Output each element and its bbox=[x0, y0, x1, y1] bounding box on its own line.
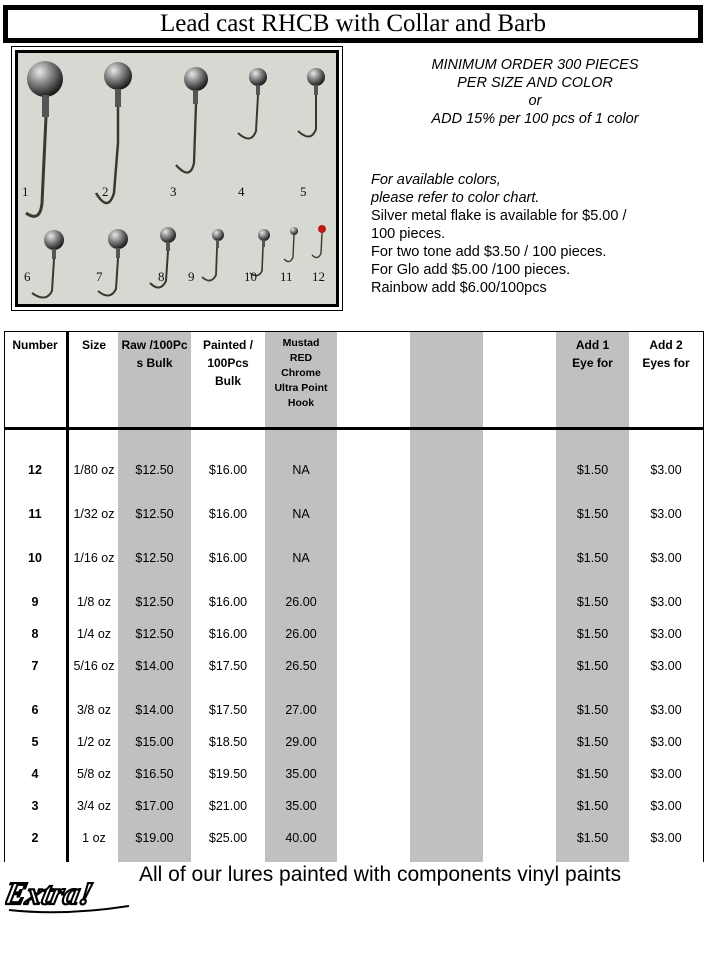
cell-number: 2 bbox=[31, 831, 39, 845]
cell-eye1: $1.50 bbox=[576, 831, 609, 845]
cell-size: 5/8 oz bbox=[76, 767, 112, 781]
page-title-text: Lead cast RHCB with Collar and Barb bbox=[159, 10, 547, 37]
jig-11 bbox=[284, 227, 298, 262]
extra-logo bbox=[5, 866, 135, 918]
cell-eye2: $3.00 bbox=[650, 507, 682, 521]
color-note-line: For two tone add $3.50 / 100 pieces. bbox=[371, 244, 607, 260]
cell-number: 8 bbox=[31, 627, 39, 641]
cell-eye1: $1.50 bbox=[576, 767, 609, 781]
cell-eye1: $1.50 bbox=[576, 463, 609, 477]
jig-4 bbox=[238, 68, 267, 139]
cell-size: 1/80 oz bbox=[73, 463, 115, 477]
cell-mustad: 35.00 bbox=[285, 799, 317, 813]
jig-label-3: 3 bbox=[170, 184, 177, 199]
jig-heads-photo bbox=[15, 50, 339, 307]
extra-logo-graphic bbox=[5, 866, 135, 918]
cell-painted: $16.00 bbox=[208, 595, 248, 609]
cell-eye2: $3.00 bbox=[650, 595, 682, 609]
cell-size: 1/16 oz bbox=[73, 551, 115, 565]
jig-label-6: 6 bbox=[24, 269, 31, 284]
jig-label-11: 11 bbox=[280, 269, 293, 284]
order-note-line: MINIMUM ORDER 300 PIECES bbox=[431, 57, 639, 73]
cell-number: 10 bbox=[28, 551, 42, 565]
cell-raw: $12.50 bbox=[135, 463, 174, 477]
product-photo-frame bbox=[11, 46, 343, 311]
jig-2 bbox=[96, 62, 132, 203]
jig-label-2: 2 bbox=[102, 184, 109, 199]
cell-mustad: 29.00 bbox=[285, 735, 317, 749]
color-note-line: For Glo add $5.00 /100 pieces. bbox=[371, 262, 571, 278]
jig-label-12: 12 bbox=[312, 269, 325, 284]
header-eye2: Add 2 Eyes for bbox=[642, 338, 690, 370]
jig-7 bbox=[98, 229, 128, 296]
cell-mustad: 26.50 bbox=[285, 659, 317, 673]
cell-eye1: $1.50 bbox=[576, 507, 609, 521]
cell-eye2: $3.00 bbox=[650, 551, 682, 565]
cell-eye1: $1.50 bbox=[576, 735, 609, 749]
cell-number: 12 bbox=[28, 463, 42, 477]
cell-raw: $17.00 bbox=[135, 799, 174, 813]
color-options-notes bbox=[371, 171, 691, 297]
jig-heads-illustration bbox=[18, 53, 338, 306]
jig-9 bbox=[202, 229, 224, 281]
jig-6 bbox=[32, 230, 64, 298]
color-note-line: Rainbow add $6.00/100pcs bbox=[371, 280, 547, 296]
cell-painted: $18.50 bbox=[208, 735, 248, 749]
header-size: Size bbox=[81, 338, 106, 352]
cell-number: 7 bbox=[31, 659, 39, 673]
jig-5 bbox=[298, 68, 325, 137]
cell-eye2: $3.00 bbox=[650, 799, 682, 813]
cell-eye1: $1.50 bbox=[576, 799, 609, 813]
cell-size: 1 oz bbox=[82, 831, 106, 845]
header-number: Number bbox=[12, 338, 58, 352]
jig-12 bbox=[312, 225, 326, 258]
order-note-line: or bbox=[528, 93, 542, 109]
cell-size: 3/8 oz bbox=[76, 703, 112, 717]
cell-painted: $16.00 bbox=[208, 463, 248, 477]
header-eye1: Add 1 Eye for bbox=[572, 338, 613, 370]
cell-mustad: NA bbox=[292, 463, 310, 477]
header-painted: Painted / 100Pcs Bulk bbox=[202, 338, 253, 388]
cell-painted: $16.00 bbox=[208, 551, 248, 565]
cell-painted: $25.00 bbox=[208, 831, 248, 845]
jig-label-1: 1 bbox=[22, 184, 29, 199]
jig-label-5: 5 bbox=[300, 184, 307, 199]
header-divider bbox=[4, 427, 704, 430]
cell-number: 9 bbox=[31, 595, 39, 609]
cell-mustad: 40.00 bbox=[285, 831, 317, 845]
cell-number: 5 bbox=[31, 735, 39, 749]
cell-number: 3 bbox=[31, 799, 39, 813]
cell-size: 3/4 oz bbox=[76, 799, 112, 813]
cell-size: 1/8 oz bbox=[76, 595, 112, 609]
header-mustad: Mustad RED Chrome Ultra Point Hook bbox=[274, 337, 328, 409]
cell-mustad: NA bbox=[292, 507, 310, 521]
cell-eye1: $1.50 bbox=[576, 551, 609, 565]
price-table bbox=[4, 331, 704, 862]
cell-raw: $15.00 bbox=[135, 735, 174, 749]
cell-eye2: $3.00 bbox=[650, 659, 682, 673]
jig-label-9: 9 bbox=[188, 269, 195, 284]
cell-eye2: $3.00 bbox=[650, 627, 682, 641]
cell-size: 1/4 oz bbox=[76, 627, 112, 641]
cell-raw: $14.00 bbox=[135, 659, 174, 673]
cell-raw: $12.50 bbox=[135, 507, 174, 521]
cell-mustad: 35.00 bbox=[285, 767, 317, 781]
header-raw: Raw /100Pcs Bulk bbox=[121, 338, 188, 370]
jig-3 bbox=[176, 67, 208, 173]
cell-raw: $14.00 bbox=[135, 703, 174, 717]
cell-painted: $17.50 bbox=[208, 703, 248, 717]
cell-mustad: 26.00 bbox=[285, 627, 317, 641]
jig-label-8: 8 bbox=[158, 269, 165, 284]
cell-eye1: $1.50 bbox=[576, 627, 609, 641]
cell-painted: $17.50 bbox=[208, 659, 248, 673]
cell-raw: $16.50 bbox=[135, 767, 174, 781]
cell-raw: $12.50 bbox=[135, 627, 174, 641]
color-note-line: 100 pieces. bbox=[371, 226, 446, 242]
cell-size: 5/16 oz bbox=[73, 659, 115, 673]
cell-number: 11 bbox=[28, 507, 42, 521]
cell-painted: $19.50 bbox=[208, 767, 248, 781]
cell-painted: $16.00 bbox=[208, 627, 248, 641]
cell-raw: $19.00 bbox=[135, 831, 174, 845]
cell-eye2: $3.00 bbox=[650, 463, 682, 477]
order-note-line: PER SIZE AND COLOR bbox=[457, 75, 613, 91]
cell-eye2: $3.00 bbox=[650, 703, 682, 717]
cell-eye2: $3.00 bbox=[650, 831, 682, 845]
cell-eye2: $3.00 bbox=[650, 735, 682, 749]
jig-1 bbox=[26, 61, 63, 216]
jig-label-4: 4 bbox=[238, 184, 245, 199]
color-note-line: please refer to color chart. bbox=[371, 190, 540, 206]
jig-label-10: 10 bbox=[244, 269, 257, 284]
extra-logo-text: Extra! bbox=[5, 875, 97, 911]
cell-eye1: $1.50 bbox=[576, 659, 609, 673]
footer-note: All of our lures painted with components vinyl paints bbox=[139, 863, 622, 886]
cell-raw: $12.50 bbox=[135, 595, 174, 609]
page-title bbox=[3, 5, 703, 43]
cell-eye2: $3.00 bbox=[650, 767, 682, 781]
cell-number: 6 bbox=[31, 703, 39, 717]
jig-label-7: 7 bbox=[96, 269, 103, 284]
minimum-order-notes bbox=[390, 56, 680, 128]
cell-painted: $16.00 bbox=[208, 507, 248, 521]
cell-eye1: $1.50 bbox=[576, 595, 609, 609]
cell-mustad: 26.00 bbox=[285, 595, 317, 609]
cell-mustad: 27.00 bbox=[285, 703, 317, 717]
color-note-line: Silver metal flake is available for $5.00 / bbox=[371, 208, 627, 224]
cell-raw: $12.50 bbox=[135, 551, 174, 565]
cell-size: 1/32 oz bbox=[73, 507, 115, 521]
cell-size: 1/2 oz bbox=[76, 735, 112, 749]
cell-eye1: $1.50 bbox=[576, 703, 609, 717]
order-note-line: ADD 15% per 100 pcs of 1 color bbox=[431, 111, 639, 127]
color-note-line: For available colors, bbox=[371, 172, 501, 188]
cell-painted: $21.00 bbox=[208, 799, 248, 813]
cell-mustad: NA bbox=[292, 551, 310, 565]
cell-number: 4 bbox=[31, 767, 39, 781]
